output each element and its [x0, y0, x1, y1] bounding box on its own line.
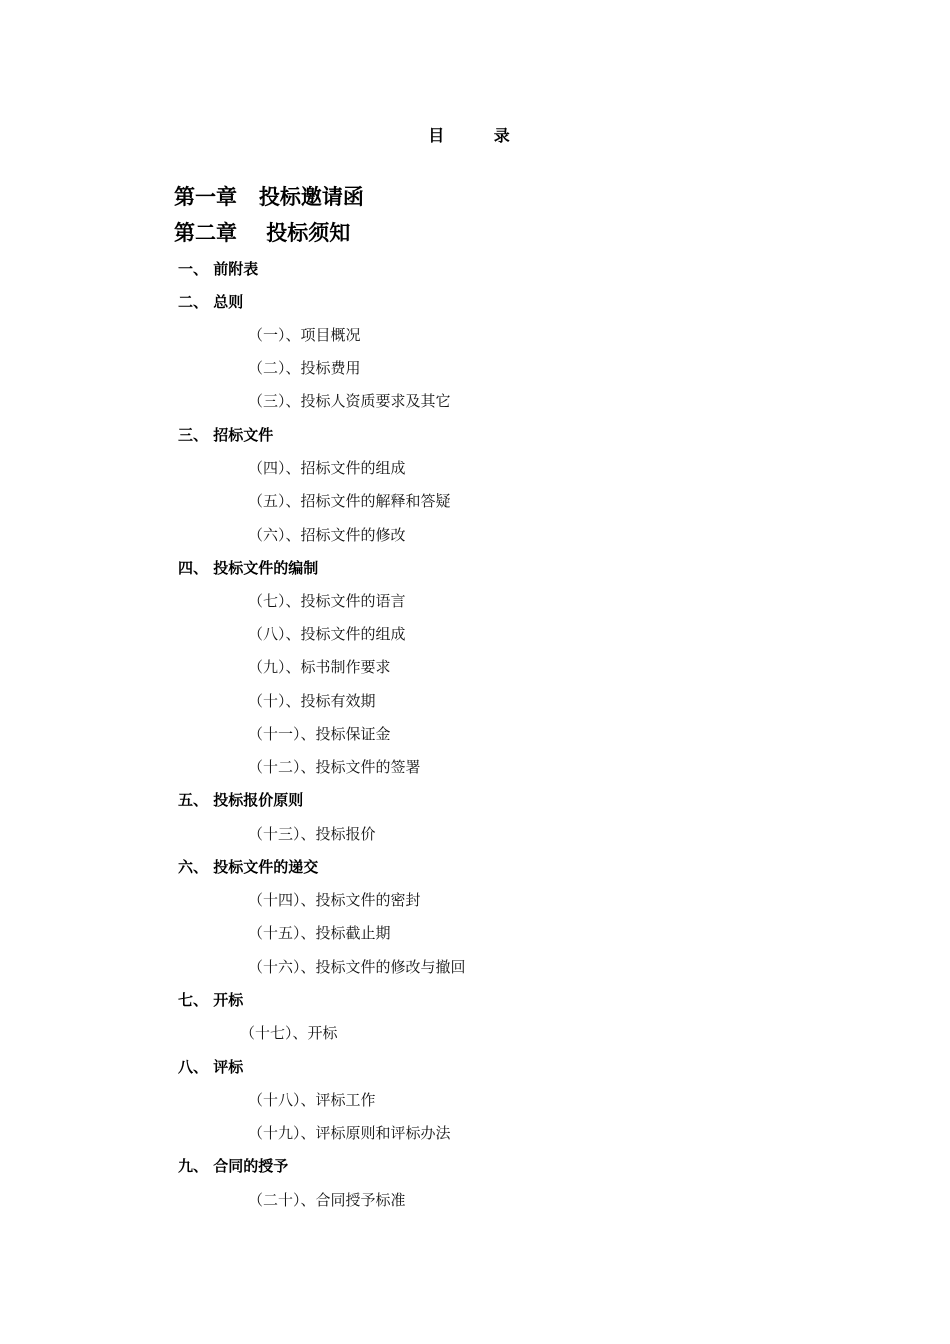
toc-section: 四、 投标文件的编制: [178, 559, 319, 577]
toc-item: （八）、投标文件的组成: [248, 625, 406, 643]
chapter-heading: 第一章 投标邀请函: [174, 185, 364, 209]
toc-section: 九、 合同的授予: [178, 1157, 289, 1175]
toc-section: 八、 评标: [178, 1058, 244, 1076]
toc-item: （十二）、投标文件的签署: [248, 758, 421, 776]
toc-item: （二）、投标费用: [248, 359, 361, 377]
toc-item: （七）、投标文件的语言: [248, 592, 406, 610]
toc-item: （十八）、评标工作: [248, 1091, 376, 1109]
toc-section: 六、 投标文件的递交: [178, 858, 319, 876]
toc-item: （十四）、投标文件的密封: [248, 891, 421, 909]
toc-item: （十六）、投标文件的修改与撤回: [248, 958, 466, 976]
toc-item: （三）、投标人资质要求及其它: [248, 392, 451, 410]
toc-item: （十一）、投标保证金: [248, 725, 391, 743]
toc-section: 二、 总则: [178, 293, 244, 311]
toc-item: （一）、项目概况: [248, 326, 361, 344]
toc-item: （九）、标书制作要求: [248, 658, 391, 676]
toc-item: （十五）、投标截止期: [248, 924, 391, 942]
toc-item: （四）、招标文件的组成: [248, 459, 406, 477]
toc-item: （十九）、评标原则和评标办法: [248, 1124, 451, 1142]
toc-section: 五、 投标报价原则: [178, 791, 304, 809]
toc-section: 一、 前附表: [178, 260, 259, 278]
toc-item: （十七）、开标: [240, 1024, 338, 1042]
chapter-heading: 第二章 投标须知: [174, 221, 351, 245]
toc-section: 七、 开标: [178, 991, 244, 1009]
toc-item: （二十）、合同授予标准: [248, 1191, 406, 1209]
toc-item: （六）、招标文件的修改: [248, 526, 406, 544]
toc-title: 目 录: [428, 126, 532, 145]
toc-item: （五）、招标文件的解释和答疑: [248, 492, 451, 510]
toc-section: 三、 招标文件: [178, 426, 274, 444]
toc-item: （十）、投标有效期: [248, 692, 376, 710]
toc-item: （十三）、投标报价: [248, 825, 376, 843]
